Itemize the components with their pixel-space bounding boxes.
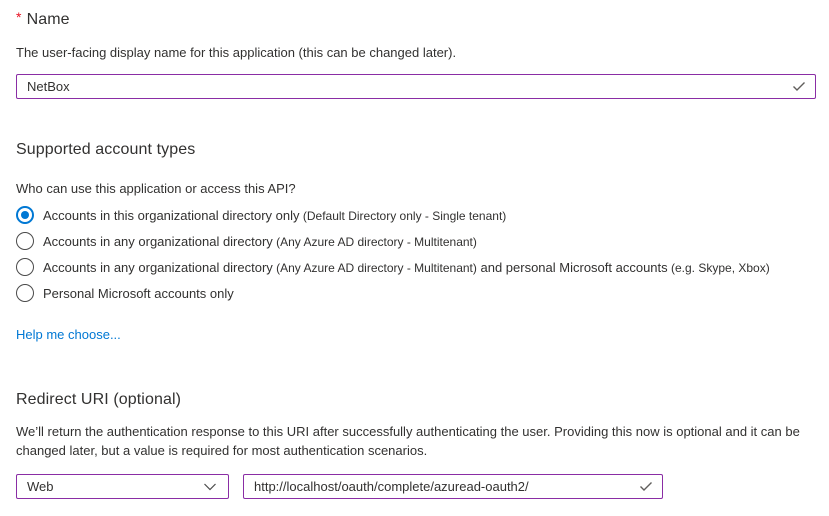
radio-option-single-tenant[interactable]	[16, 206, 506, 224]
chevron-down-icon	[203, 481, 217, 493]
radio-option-multitenant-personal[interactable]	[16, 258, 770, 276]
radio-label-note: (Default Directory only - Single tenant)	[299, 208, 507, 223]
account-types-question: Who can use this application or access this API?	[16, 181, 296, 196]
radio-label-main: Accounts in this organizational directory only	[43, 207, 300, 223]
redirect-uri-input-container	[243, 474, 663, 499]
redirect-uri-input[interactable]	[243, 474, 663, 499]
radio-option-label	[43, 234, 477, 249]
radio-button-icon[interactable]	[16, 232, 34, 250]
redirect-uri-heading: Redirect URI (optional)	[16, 391, 182, 408]
radio-option-label	[43, 260, 770, 275]
name-field-label	[16, 11, 70, 29]
radio-label-note2: (e.g. Skype, Xbox)	[667, 260, 770, 275]
help-me-choose-link[interactable]: Help me choose...	[16, 327, 121, 342]
radio-label-main: Accounts in any organizational directory	[43, 259, 273, 275]
name-label-text: Name	[26, 11, 70, 28]
radio-button-icon[interactable]	[16, 284, 34, 302]
radio-label-main: Personal Microsoft accounts only	[43, 285, 234, 301]
radio-option-label	[43, 208, 506, 223]
radio-label-main: Accounts in any organizational directory	[43, 233, 273, 249]
name-field-description: The user-facing display name for this application (this can be changed later).	[16, 45, 457, 60]
radio-option-multitenant[interactable]	[16, 232, 477, 250]
radio-button-icon[interactable]	[16, 258, 34, 276]
radio-option-label	[43, 286, 234, 301]
name-input[interactable]	[16, 74, 816, 99]
redirect-platform-select[interactable]	[16, 474, 229, 499]
radio-label-note: (Any Azure AD directory - Multitenant)	[272, 234, 477, 249]
radio-option-personal-only[interactable]	[16, 284, 234, 302]
redirect-platform-value: Web	[27, 479, 54, 494]
required-asterisk: *	[16, 9, 22, 25]
supported-account-types-heading: Supported account types	[16, 141, 196, 158]
radio-button-icon[interactable]	[16, 206, 34, 224]
name-input-container	[16, 74, 816, 99]
radio-label-note: (Any Azure AD directory - Multitenant)	[272, 260, 477, 275]
redirect-uri-description: We’ll return the authentication response to this URI after successfully authenticating the user. Providing this now is optional and it can be changed later, but a value is required for most authentication scenarios.	[16, 424, 800, 458]
radio-label-main2: and personal Microsoft accounts	[476, 259, 668, 275]
